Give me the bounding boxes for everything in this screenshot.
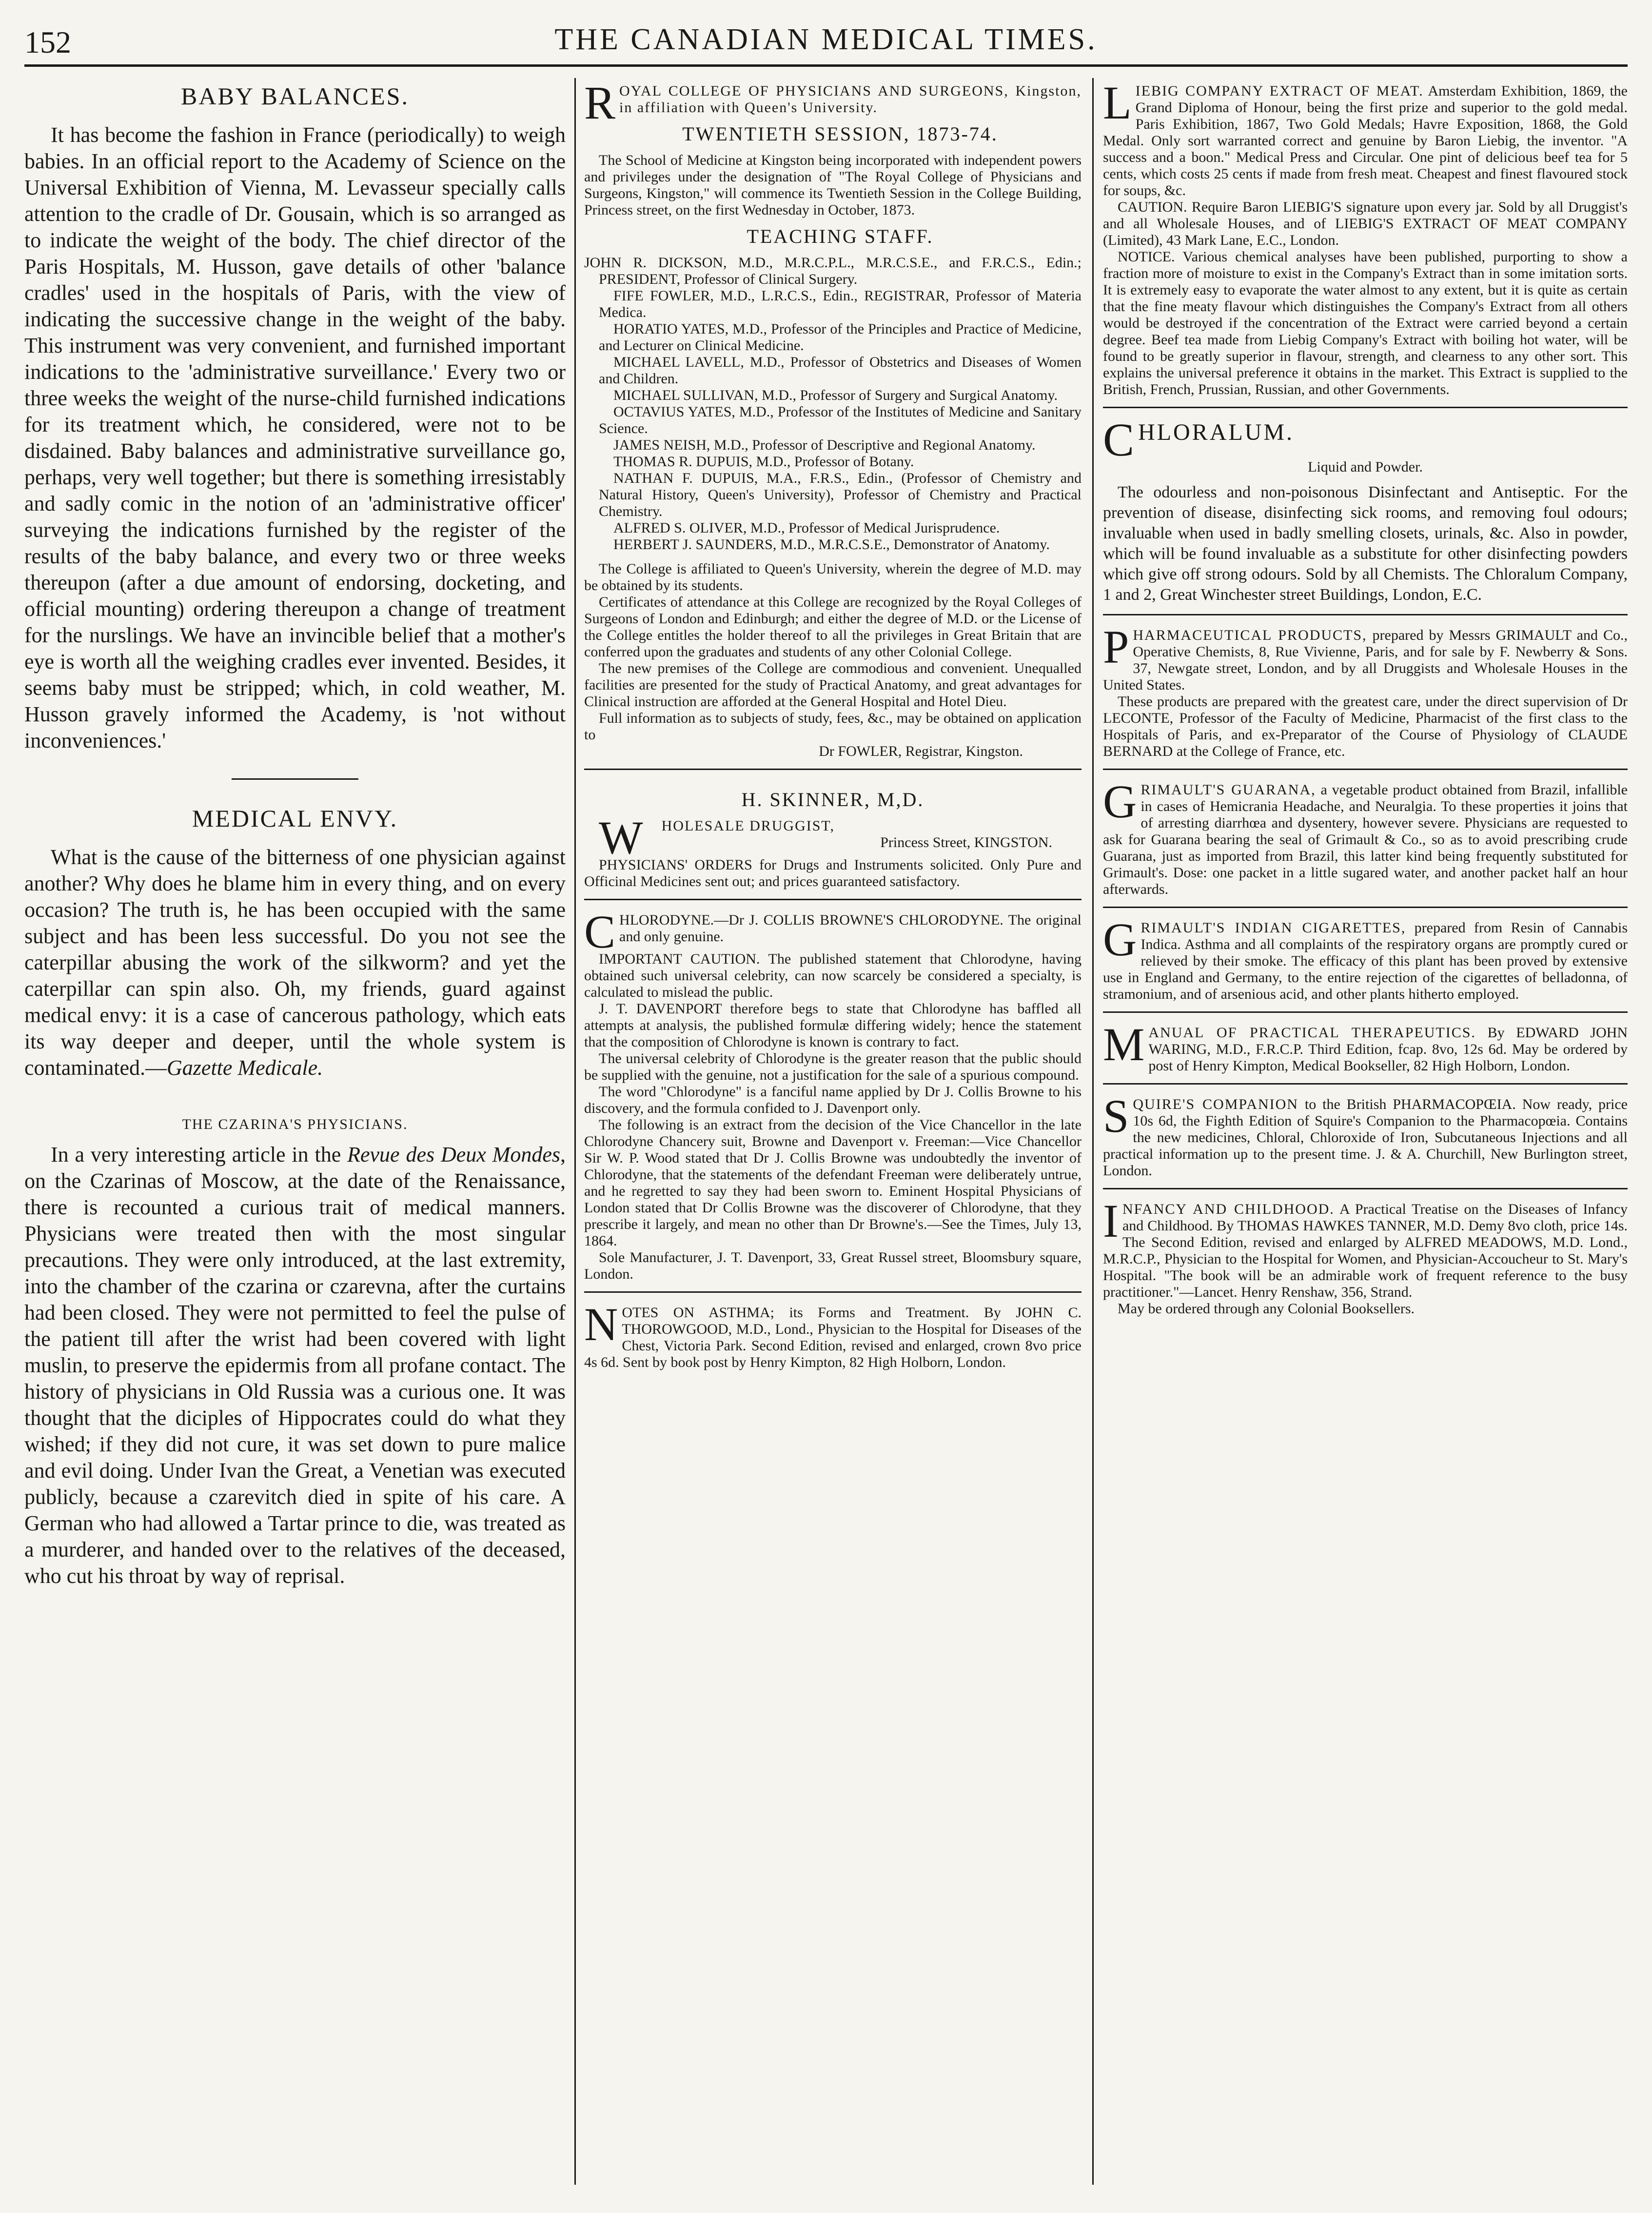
ad-heading	[584, 906, 1082, 958]
article-body	[24, 1142, 566, 1589]
article-medical-envy	[24, 804, 566, 1081]
drop-cap: N	[584, 1298, 618, 1350]
ad-body	[1103, 199, 1628, 249]
ad-heading	[1103, 414, 1628, 466]
article-text: In a very interesting article in the	[51, 1143, 348, 1166]
ad-body	[1103, 1195, 1628, 1301]
ad-body: J. T. DAVENPORT therefore begs to state that Chlorodyne has baffled all attempts at analysis, the published formulæ differing widely; hence the statement that the composition of Chlorodyne is known is contrary to fact.	[584, 1001, 1082, 1050]
running-title: THE CANADIAN MEDICAL TIMES.	[554, 23, 1098, 56]
drop-cap: I	[1103, 1195, 1119, 1247]
caution-label: CAUTION.	[1118, 199, 1187, 215]
ad-body: The odourless and non-poisonous Disinfectant and Antiseptic. For the prevention of disease, disinfecting sick rooms, and removing foul odours; invaluable when used in badly smelling closets, urinals, &c. Also in powder, which will be found invaluable as a substitute for other disinfecting powders which give off strong odours. Sold by all Chemists. The Chloralum Company, 1 and 2, Great Winchester street Buildings, London, E.C.	[1103, 483, 1628, 604]
staff-member: THOMAS R. DUPUIS, M.D., Professor of Botany.	[613, 454, 914, 470]
ad-heading	[584, 78, 1082, 129]
ad-heading-text: OYAL COLLEGE OF PHYSICIANS AND SURGEONS, Kingston, in affiliation with Queen's University.	[619, 83, 1082, 116]
ad-heading: H. SKINNER, M,D.	[741, 789, 924, 810]
article-text: , on the Czarinas of Moscow, at the date of the Renaissance, there is recounted a curious trait of medical manners. Physicians were treated then with the most singular precautions. They were only introduced, at the last extremity, into the chamber of the czarina or czarevna, after the curtains had been closed. They were not permitted to feel the pulse of the patient till after the wrist had been covered with light muslin, to preserve the epidermis from all profane contact. The history of physicians in Old Russia was a curious one. It was thought that the diciples of Hippocrates could do what they wished; if they did not cure, it was set down to pure malice and evil doing. Under Ivan the Great, a Venetian was executed publicly, because a czarevitch died in spite of his care. A German who had allowed a Tartar prince to die, was treated as a murderer, and handed over to the relatives of the deceased, who cut his throat by way of reprisal.	[24, 1143, 566, 1588]
ad-heading-text: RIMAULT'S INDIAN CIGARETTES,	[1141, 920, 1406, 936]
ad-notes-on-asthma	[584, 1300, 1082, 1380]
ad-body	[1103, 621, 1628, 693]
ad-pharmaceutical-products	[1103, 622, 1628, 770]
drop-cap: C	[1103, 414, 1135, 466]
registrar-signature: Dr FOWLER, Registrar, Kingston.	[819, 743, 1023, 759]
column-rule	[574, 78, 576, 2185]
ad-manual-therapeutics	[1103, 1020, 1628, 1085]
ad-squires-companion	[1103, 1091, 1628, 1189]
article-text: What is the cause of the bitterness of one physician against another? Why does he blame him in every thing, and on every occasion? The truth is, he has been occupied with the same subject and has been less successful. Do you not see the caterpillar abusing the work of the silkworm? and yet the caterpillar can spin also. Oh, my friends, guard against medical envy: it is a case of cancerous pathology, which eats its way deeper and deeper, until the whole system is contaminated.—	[24, 845, 566, 1080]
ad-body: PHYSICIANS' ORDERS for Drugs and Instruments solicited. Only Pure and Officinal Medicines sent out; and prices guaranteed satisfactory.	[584, 857, 1082, 889]
ad-body: The following is an extract from the decision of the Vice Chancellor in the late Chlorodyne Chancery suit, Browne and Davenport v. Freeman:—Vice Chancellor Sir W. P. Wood stated that Dr J. Collis Browne was undoubtedly the inventor of Chlorodyne, that the statements of the defendant Freeman were deliberately untrue, and he regretted to say they had been sworn to. Eminent Hospital Physicians of London stated that Dr Collis Browne was the discoverer of Chlorodyne, that they prescribe it largely, and mean no other than Dr Browne's.—See the Times, July 13, 1864.	[584, 1117, 1082, 1249]
drop-cap: M	[1103, 1018, 1145, 1070]
ad-text: prepared from Resin of Cannabis Indica. Asthma and all complaints of the respiratory organs are promptly cured or relieved by their smoke. The efficacy of this plant has been proved by extensive use in England and Germany, to the entire rejection of the cigarettes of belladonna, of stramonium, and of arsenious acid, and other plants hitherto employed.	[1103, 920, 1628, 1002]
article-czarinas-physicians	[24, 1116, 566, 1589]
ad-royal-college	[584, 78, 1082, 770]
drop-cap: W	[599, 811, 643, 864]
ad-heading-text: ANUAL OF PRACTICAL THERAPEUTICS.	[1148, 1025, 1476, 1041]
staff-list	[584, 255, 1082, 553]
staff-member: MICHAEL SULLIVAN, M.D., Professor of Surgery and Surgical Anatomy.	[613, 387, 1058, 403]
ad-body: These products are prepared with the greatest care, under the direct supervision of Dr LECONTE, Professor of the Faculty of Medicine, Pharmacist of the first class to the Hospitals of Paris, and ex-Preparator of the Course of Physiology of CLAUDE BERNARD at the College of France, etc.	[1103, 693, 1628, 759]
ad-body	[584, 1298, 1082, 1371]
ad-body: The College is affiliated to Queen's University, wherein the degree of M.D. may be obtained by its students.	[584, 561, 1082, 593]
ad-heading-text: HOLESALE DRUGGIST,	[661, 818, 835, 834]
staff-member: MICHAEL LAVELL, M.D., Professor of Obstetrics and Diseases of Women and Children.	[599, 354, 1082, 387]
ad-body: Sole Manufacturer, J. T. Davenport, 33, Great Russel street, Bloomsbury square, London.	[584, 1249, 1082, 1282]
ad-grimault-guarana	[1103, 777, 1628, 908]
drop-cap: L	[1103, 78, 1132, 129]
journal-title: Revue des Deux Mondes	[347, 1143, 560, 1166]
ad-text: Various chemical analyses have been published, purporting to show a fraction more of moisture to exist in the Company's Extract than in some imitation sorts. It is extremely easy to evaporate the water almost to any extent, but it is quite as certain that the fine meaty flavour which distinguishes the Company's Extract from all others would be destroyed if the concentration of the Extract were carried beyond a certain degree. Beef tea made from Liebig Company's Extract with boiling hot water, will be found to be greatly superior in flavour, strength, and clearness to any other sort. This explains the universal preference it obtains in the market. This Extract is supplied to the British, French, Prussian, Russian, and other Governments.	[1103, 249, 1628, 397]
staff-member: JAMES NEISH, M.D., Professor of Descriptive and Regional Anatomy.	[613, 437, 1036, 453]
article-body	[24, 844, 566, 1081]
ad-infancy-childhood	[1103, 1196, 1628, 1326]
article-source: Gazette Medicale.	[167, 1056, 323, 1080]
ad-body	[1103, 249, 1628, 398]
staff-title: TEACHING STAFF.	[747, 225, 934, 247]
ad-text: By EDWARD JOHN WARING, M.D., F.R.C.P. Third Edition, fcap. 8vo, 12s 6d. May be ordered by post of Henry Kimpton, Medical Bookseller, 82 High Holborn, London.	[1148, 1025, 1628, 1074]
staff-member: HORATIO YATES, M.D., Professor of the Principles and Practice of Medicine, and Lecturer on Clinical Medicine.	[599, 321, 1082, 354]
ad-address: Princess Street, KINGSTON.	[880, 834, 1052, 850]
drop-cap: G	[1103, 913, 1137, 966]
ad-grimault-cigarettes	[1103, 915, 1628, 1013]
ad-heading-text: RIMAULT'S GUARANA,	[1141, 782, 1316, 798]
article-divider	[232, 778, 358, 780]
ad-heading-text: HLORALUM.	[1138, 419, 1295, 445]
article-title: MEDICAL ENVY.	[192, 805, 398, 832]
ad-chlorodyne	[584, 907, 1082, 1293]
column-rule	[1092, 78, 1094, 2185]
ad-text: a vegetable product obtained from Brazil, infallible in cases of Hemicrania Headache, and Neuralgia. To these properties it joins that of arresting diarrhœa and dysentery, however severe. Physicians are requested to ask for Guarana bearing the seal of Grimault & Co., so as to avoid prescribing crude Guarana, just as imported from Brazil, this latter kind being frequently substituted for Grimault's. Dose: one packet in a little sugared water, and another packet half an hour afterwards.	[1103, 782, 1628, 897]
ad-body	[1103, 913, 1628, 1003]
ad-body: Full information as to subjects of study, fees, &c., may be obtained on application to	[584, 710, 1082, 743]
running-header	[24, 20, 1628, 67]
ad-chloralum	[1103, 415, 1628, 615]
ad-body: The School of Medicine at Kingston being incorporated with independent powers and privileges under the designation of "The Royal College of Physicians and Surgeons, Kingston," will commence its Twentieth Session in the College Building, Princess street, on the first Wednesday in October, 1873.	[584, 152, 1082, 218]
ad-heading-text: HLORODYNE.—Dr J. COLLIS BROWNE'S CHLORODYNE. The original and only genuine.	[619, 912, 1082, 945]
drop-cap: C	[584, 906, 616, 958]
ad-heading-text: IEBIG COMPANY EXTRACT OF MEAT.	[1135, 83, 1424, 99]
article-title: BABY BALANCES.	[181, 82, 409, 110]
notice-label: NOTICE.	[1118, 249, 1175, 265]
ad-subheading: Liquid and Powder.	[1308, 459, 1423, 475]
ad-skinner	[584, 777, 1082, 900]
ad-heading-text: QUIRE'S COMPANION	[1133, 1096, 1298, 1112]
drop-cap: P	[1103, 621, 1129, 673]
ad-body	[1103, 1018, 1628, 1074]
ad-text: prepared by Messrs GRIMAULT and Co., Operative Chemists, 8, Rue Vivienne, Paris, and for sale by F. Newberry & Sons. 37, Newgate street, London, and by all Druggists and Wholesale Houses in the United States.	[1103, 627, 1628, 693]
ad-body	[1103, 775, 1628, 898]
staff-member: NATHAN F. DUPUIS, M.A., F.R.S., Edin., (Professor of Chemistry and Natural History, Queen's University), Professor of Chemistry and Practical Chemistry.	[599, 470, 1082, 519]
ad-text: Require Baron LIEBIG'S signature upon every jar. Sold by all Druggist's and all Wholesale Houses, and of LIEBIG'S EXTRACT OF MEAT COMPANY (Limited), 43 Mark Lane, E.C., London.	[1103, 199, 1628, 248]
drop-cap: G	[1103, 775, 1137, 828]
article-title: THE CZARINA'S PHYSICIANS.	[182, 1116, 408, 1132]
ad-body	[1103, 78, 1628, 199]
column-advertisements-center	[584, 78, 1082, 2190]
page-number: 152	[24, 25, 71, 59]
article-baby-balances	[24, 82, 566, 754]
column-editorial	[24, 78, 566, 2190]
staff-member: OCTAVIUS YATES, M.D., Professor of the Institutes of Medicine and Sanitary Science.	[599, 404, 1082, 436]
column-advertisements-right	[1103, 78, 1628, 2190]
ad-text: Amsterdam Exhibition, 1869, the Grand Diploma of Honour, being the first prize and superior to the gold medal. Paris Exhibition, 1867, Two Gold Medals; Havre Exposition, 1868, the Gold Medal. Only sort warranted correct and genuine by Baron Liebig, the inventor. "A success and a boon." Medical Press and Circular. One pint of delicious beef tea for 5 cents, which costs 25 cents if made from fresh meat. Cheapest and finest flavoured stock for soups, &c.	[1103, 83, 1628, 198]
session-title: TWENTIETH SESSION, 1873-74.	[682, 123, 998, 145]
ad-liebig	[1103, 78, 1628, 408]
caution-label: IMPORTANT CAUTION.	[599, 951, 760, 967]
ad-footer: May be ordered through any Colonial Booksellers.	[1118, 1301, 1415, 1317]
drop-cap: S	[1103, 1090, 1129, 1142]
ad-body: Certificates of attendance at this College are recognized by the Royal Colleges of Surgeons of London and Edinburgh; and either the degree of M.D. or the License of the College entitles the holder thereof to all the privileges in Great Britain that are conferred upon the graduates and students of any other Colonial College.	[584, 594, 1082, 660]
staff-member: ALFRED S. OLIVER, M.D., Professor of Medical Jurisprudence.	[613, 520, 1000, 536]
ad-heading-text: NFANCY AND CHILDHOOD.	[1122, 1201, 1335, 1217]
ad-body: The new premises of the College are commodious and convenient. Unequalled facilities are presented for the study of Practical Anatomy, and great advantages for Clinical instruction are afforded at the General Hospital and Hotel Dieu.	[584, 660, 1082, 710]
article-body: It has become the fashion in France (periodically) to weigh babies. In an official report to the Academy of Science on the Universal Exhibition of Vienna, M. Levasseur specially calls attention to the cradle of Dr. Gousain, which is so arranged as to indicate the weight of the body. The chief director of the Paris Hospitals, M. Husson, gave details of other 'balance cradles' used in the hospitals of Paris, with the view of indicating the successive change in the weight of the baby. This instrument was very convenient, and furnished important indications to the 'administrative surveillance.' Every two or three weeks the weight of the nurse-child furnished indications for its treatment which, he considered, were not to be disdained. Baby balances and administrative surveillance go, perhaps, very well together; but there is something irresistably and sadly comic in the notion of an 'administrative officer' surveying the indications furnished by the register of the results of the baby balance, and every two or three weeks thereupon (after a due amount of endorsing, docketing, and official mounting) ordering thereupon a change of treatment for the nurslings. We have an invincible belief that a mother's eye is worth all the weighing cradles ever invented. Besides, it seems baby must be stripped; which, in cold weather, M. Husson gravely informed the Academy, is 'not without inconveniences.'	[24, 123, 566, 752]
ad-body	[1103, 1090, 1628, 1179]
ad-body: The universal celebrity of Chlorodyne is the greater reason that the public should be supplied with the genuine, not a justification for the sale of a spurious compound.	[584, 1050, 1082, 1083]
ad-text: OTES ON ASTHMA; its Forms and Treatment. By JOHN C. THOROWGOOD, M.D., Lond., Physician to the Hospital for Diseases of the Chest, Victoria Park. Second Edition, revised and enlarged, crown 8vo price 4s 6d. Sent by book post by Henry Kimpton, 82 High Holborn, London.	[584, 1304, 1082, 1370]
staff-member: FIFE FOWLER, M.D., L.R.C.S., Edin., REGISTRAR, Professor of Materia Medica.	[599, 288, 1082, 320]
ad-body: The word "Chlorodyne" is a fanciful name applied by Dr J. Collis Browne to his discovery, and the formula confided to J. Davenport only.	[584, 1084, 1082, 1116]
ad-text: to the British PHARMACOPŒIA. Now ready, price 10s 6d, the Fighth Edition of Squire's Companion to the Pharmacopœia. Contains the new medicines, Chloral, Chloroxide of Iron, Subcutaneous Injections and all practical information up to the present time. J. & A. Churchill, New Burlington street, London.	[1103, 1096, 1628, 1179]
ad-body	[584, 951, 1082, 1001]
staff-member: HERBERT J. SAUNDERS, M.D., M.R.C.S.E., Demonstrator of Anatomy.	[613, 536, 1050, 553]
drop-cap: R	[584, 78, 616, 129]
ad-text: A Practical Treatise on the Diseases of Infancy and Childhood. By THOMAS HAWKES TANNER, M.D. Demy 8vo cloth, price 14s. The Second Edition, revised and enlarged by ALFRED MEADOWS, M.D. Lond., M.R.C.P., Physician to the Hospital for Women, and Physician-Accoucheur to St. Mary's Hospital. "The book will be an admirable work of frequent reference to the busy practitioner."—Lancet. Henry Renshaw, 356, Strand.	[1103, 1201, 1628, 1300]
staff-member: JOHN R. DICKSON, M.D., M.R.C.P.L., M.R.C.S.E., and F.R.C.S., Edin.; PRESIDENT, Professor of Clinical Surgery.	[584, 255, 1082, 287]
ad-heading-text: HARMACEUTICAL PRODUCTS,	[1133, 627, 1367, 643]
ad-text: The published statement that Chlorodyne, having obtained such universal celebrity, can now scarcely be considered a specialty, is calculated to mislead the public.	[584, 951, 1082, 1000]
